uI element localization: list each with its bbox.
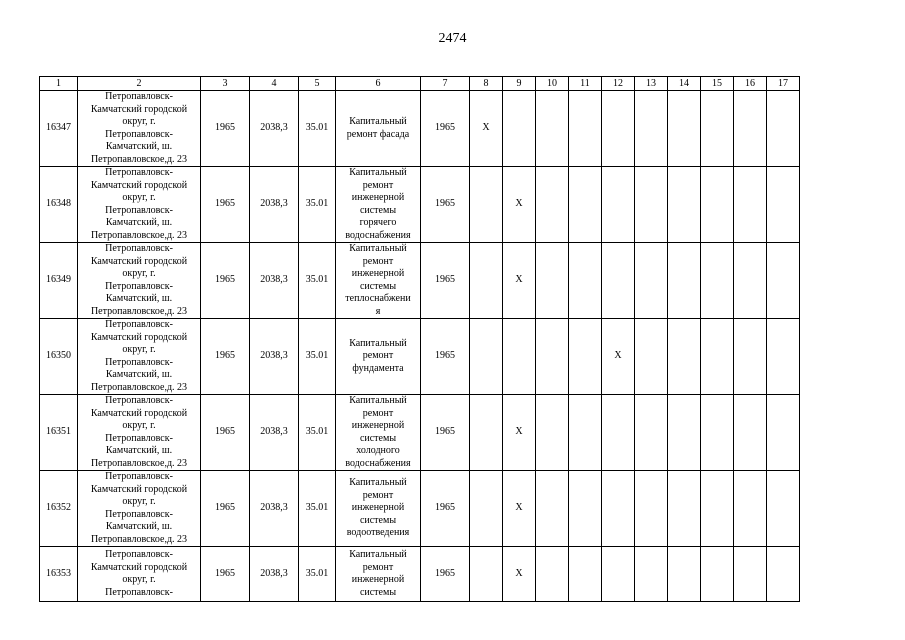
mark-cell xyxy=(734,243,767,319)
mark-cell xyxy=(701,395,734,471)
column-header: 7 xyxy=(421,77,470,91)
address-cell: Петропавловск- Камчатский городской округ, г. Петропавловск- Камчатский, ш. Петропавловское,д. 23 xyxy=(78,319,201,395)
mark-cell xyxy=(701,547,734,602)
column-header: 13 xyxy=(635,77,668,91)
mark-cell xyxy=(701,91,734,167)
mark-cell xyxy=(767,91,800,167)
mark-cell: X xyxy=(503,395,536,471)
column-header: 1 xyxy=(40,77,78,91)
mark-cell xyxy=(503,91,536,167)
mark-cell xyxy=(536,91,569,167)
mark-cell xyxy=(569,243,602,319)
mark-cell xyxy=(602,243,635,319)
mark-cell xyxy=(569,395,602,471)
year-built-cell: 1965 xyxy=(201,91,250,167)
mark-cell xyxy=(602,91,635,167)
column-header: 15 xyxy=(701,77,734,91)
table-row xyxy=(40,243,800,319)
year-plan-cell: 1965 xyxy=(421,547,470,602)
mark-cell xyxy=(767,167,800,243)
mark-cell xyxy=(767,471,800,547)
mark-cell xyxy=(635,395,668,471)
mark-cell: X xyxy=(503,471,536,547)
capital-repair-table xyxy=(39,76,800,602)
mark-cell xyxy=(635,243,668,319)
mark-cell xyxy=(602,471,635,547)
table-row xyxy=(40,167,800,243)
object-id-cell: 16349 xyxy=(40,243,78,319)
address-cell: Петропавловск- Камчатский городской округ, г. Петропавловск- Камчатский, ш. Петропавловское,д. 23 xyxy=(78,395,201,471)
mark-cell xyxy=(668,91,701,167)
address-cell: Петропавловск- Камчатский городской округ, г. Петропавловск- Камчатский, ш. Петропавловское,д. 23 xyxy=(78,243,201,319)
mark-cell xyxy=(635,91,668,167)
mark-cell xyxy=(767,243,800,319)
year-plan-cell: 1965 xyxy=(421,395,470,471)
mark-cell xyxy=(734,167,767,243)
object-id-cell: 16348 xyxy=(40,167,78,243)
mark-cell xyxy=(668,243,701,319)
mark-cell xyxy=(569,319,602,395)
page-number: 2474 xyxy=(438,31,467,46)
mark-cell xyxy=(734,91,767,167)
year-built-cell: 1965 xyxy=(201,243,250,319)
year-built-cell: 1965 xyxy=(201,167,250,243)
table-row xyxy=(40,319,800,395)
mark-cell xyxy=(734,319,767,395)
mark-cell xyxy=(602,395,635,471)
column-header: 2 xyxy=(78,77,201,91)
column-header: 6 xyxy=(336,77,421,91)
year-built-cell: 1965 xyxy=(201,547,250,602)
year-built-cell: 1965 xyxy=(201,395,250,471)
mark-cell xyxy=(503,319,536,395)
mark-cell xyxy=(470,319,503,395)
address-cell: Петропавловск- Камчатский городской округ, г. Петропавловск- xyxy=(78,547,201,602)
mark-cell xyxy=(470,471,503,547)
column-header: 12 xyxy=(602,77,635,91)
year-plan-cell: 1965 xyxy=(421,243,470,319)
mark-cell: X xyxy=(470,91,503,167)
area-cell: 2038,3 xyxy=(250,167,299,243)
area-cell: 2038,3 xyxy=(250,91,299,167)
mark-cell xyxy=(536,471,569,547)
mark-cell xyxy=(767,395,800,471)
column-header: 11 xyxy=(569,77,602,91)
mark-cell xyxy=(536,243,569,319)
mark-cell: X xyxy=(503,243,536,319)
mark-cell xyxy=(635,167,668,243)
mark-cell xyxy=(569,167,602,243)
table-row xyxy=(40,91,800,167)
table-row xyxy=(40,547,800,602)
mark-cell xyxy=(734,395,767,471)
mark-cell xyxy=(602,547,635,602)
mark-cell xyxy=(734,471,767,547)
mark-cell xyxy=(701,167,734,243)
mark-cell xyxy=(470,547,503,602)
mark-cell xyxy=(536,319,569,395)
table-body xyxy=(40,91,800,602)
column-number-row xyxy=(40,77,800,91)
mark-cell xyxy=(602,167,635,243)
object-id-cell: 16347 xyxy=(40,91,78,167)
column-header: 9 xyxy=(503,77,536,91)
mark-cell xyxy=(536,395,569,471)
work-type-cell: Капитальный ремонт фасада xyxy=(336,91,421,167)
mark-cell xyxy=(734,547,767,602)
mark-cell: X xyxy=(503,547,536,602)
year-plan-cell: 1965 xyxy=(421,471,470,547)
column-header: 14 xyxy=(668,77,701,91)
mark-cell xyxy=(470,167,503,243)
column-header: 16 xyxy=(734,77,767,91)
column-header: 8 xyxy=(470,77,503,91)
code-cell: 35.01 xyxy=(299,471,336,547)
code-cell: 35.01 xyxy=(299,319,336,395)
mark-cell xyxy=(668,167,701,243)
mark-cell xyxy=(668,395,701,471)
object-id-cell: 16350 xyxy=(40,319,78,395)
mark-cell xyxy=(536,547,569,602)
mark-cell xyxy=(536,167,569,243)
object-id-cell: 16351 xyxy=(40,395,78,471)
address-cell: Петропавловск- Камчатский городской округ, г. Петропавловск- Камчатский, ш. Петропавловское,д. 23 xyxy=(78,91,201,167)
mark-cell xyxy=(701,471,734,547)
mark-cell xyxy=(767,319,800,395)
mark-cell xyxy=(668,471,701,547)
code-cell: 35.01 xyxy=(299,91,336,167)
column-header: 10 xyxy=(536,77,569,91)
code-cell: 35.01 xyxy=(299,243,336,319)
year-plan-cell: 1965 xyxy=(421,319,470,395)
area-cell: 2038,3 xyxy=(250,395,299,471)
mark-cell xyxy=(701,243,734,319)
mark-cell xyxy=(668,547,701,602)
code-cell: 35.01 xyxy=(299,167,336,243)
column-header: 17 xyxy=(767,77,800,91)
mark-cell xyxy=(470,243,503,319)
object-id-cell: 16352 xyxy=(40,471,78,547)
column-header: 5 xyxy=(299,77,336,91)
column-header: 4 xyxy=(250,77,299,91)
mark-cell: X xyxy=(503,167,536,243)
mark-cell xyxy=(701,319,734,395)
area-cell: 2038,3 xyxy=(250,319,299,395)
code-cell: 35.01 xyxy=(299,395,336,471)
year-plan-cell: 1965 xyxy=(421,91,470,167)
mark-cell xyxy=(635,547,668,602)
code-cell: 35.01 xyxy=(299,547,336,602)
address-cell: Петропавловск- Камчатский городской округ, г. Петропавловск- Камчатский, ш. Петропавловское,д. 23 xyxy=(78,471,201,547)
mark-cell: X xyxy=(602,319,635,395)
year-built-cell: 1965 xyxy=(201,319,250,395)
work-type-cell: Капитальный ремонт инженерной системы холодного водоснабжения xyxy=(336,395,421,471)
work-type-cell: Капитальный ремонт инженерной системы теплоснабжени я xyxy=(336,243,421,319)
address-cell: Петропавловск- Камчатский городской округ, г. Петропавловск- Камчатский, ш. Петропавловское,д. 23 xyxy=(78,167,201,243)
year-built-cell: 1965 xyxy=(201,471,250,547)
work-type-cell: Капитальный ремонт инженерной системы водоотведения xyxy=(336,471,421,547)
table-row xyxy=(40,471,800,547)
table-row xyxy=(40,395,800,471)
work-type-cell: Капитальный ремонт инженерной системы xyxy=(336,547,421,602)
mark-cell xyxy=(569,547,602,602)
work-type-cell: Капитальный ремонт фундамента xyxy=(336,319,421,395)
object-id-cell: 16353 xyxy=(40,547,78,602)
mark-cell xyxy=(470,395,503,471)
work-type-cell: Капитальный ремонт инженерной системы горячего водоснабжения xyxy=(336,167,421,243)
area-cell: 2038,3 xyxy=(250,471,299,547)
mark-cell xyxy=(668,319,701,395)
year-plan-cell: 1965 xyxy=(421,167,470,243)
mark-cell xyxy=(569,471,602,547)
mark-cell xyxy=(635,319,668,395)
mark-cell xyxy=(767,547,800,602)
mark-cell xyxy=(635,471,668,547)
area-cell: 2038,3 xyxy=(250,547,299,602)
area-cell: 2038,3 xyxy=(250,243,299,319)
mark-cell xyxy=(569,91,602,167)
column-header: 3 xyxy=(201,77,250,91)
